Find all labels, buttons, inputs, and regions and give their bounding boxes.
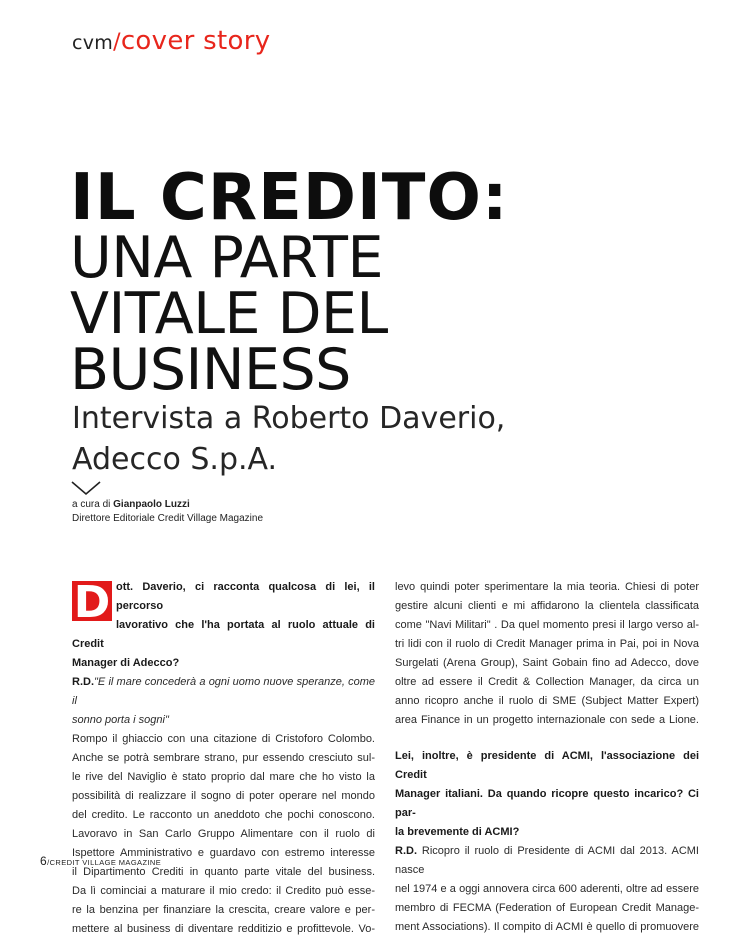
page-number: 6 — [40, 854, 48, 868]
body-line: possibilità di realizzare il sogno di poter operare nel mondo — [72, 790, 375, 802]
magazine-name: CREDIT VILLAGE MAGAZINE — [49, 858, 162, 867]
body-line: area Finance in un progetto internazionale con sede a Lione. — [395, 714, 699, 726]
body-line: il Dipartimento Crediti in quanto parte vitale del business. — [72, 866, 375, 878]
body-line: gestire alcuni clienti e mi affidarono la clientela classificata — [395, 600, 699, 612]
headline-light-line: VITALE DEL — [70, 281, 388, 347]
article-column-left — [72, 578, 375, 939]
subhead-line: Adecco S.p.A. — [72, 442, 278, 477]
question-line: Manager italiani. Da quando ricopre questo incarico? Ci par- — [395, 788, 699, 819]
body-line: levo quindi poter sperimentare la mia teoria. Chiesi di poter — [395, 581, 699, 593]
chevron-down-icon — [70, 480, 102, 496]
section-separator: / — [113, 30, 121, 55]
body-line: nel 1974 e a oggi annovera circa 600 aderenti, oltre ad essere — [395, 883, 699, 895]
dropcap: D — [73, 577, 111, 628]
body-line: mettere al business di diventare redditizio e profittevole. Vo- — [72, 923, 375, 935]
body-line: del credito. Le racconto un aneddoto che pochi conoscono. — [72, 809, 375, 821]
section-name: cover story — [120, 26, 271, 56]
body-line: Lavoravo in San Carlo Gruppo Alimentare con il ruolo di — [72, 828, 375, 840]
body-line: Surgelati (Arena Group), Saint Gobain fino ad Adecco, dove — [395, 657, 699, 669]
subhead-line: Intervista a Roberto Daverio, — [72, 401, 506, 436]
byline-author: Gianpaolo Luzzi — [113, 499, 190, 510]
section-tag — [72, 26, 270, 56]
footer-separator: / — [47, 858, 50, 867]
body-line: membro di FECMA (Federation of European Credit Manage- — [395, 902, 699, 914]
question-line: lavorativo che l'ha portata al ruolo attuale di Credit — [72, 619, 375, 650]
question-line: ott. Daverio, ci racconta qualcosa di lei, il percorso — [116, 581, 375, 612]
body-line: Da lì cominciai a maturare il mio credo: il Credito può esse- — [72, 885, 375, 897]
quote-line: "E il mare concederà a ogni uomo nuove speranze, come il — [72, 676, 375, 707]
answer-label: R.D. — [72, 676, 94, 688]
question-line: Lei, inoltre, è presidente di ACMI, l'associazione dei Credit — [395, 750, 699, 781]
headline-bold-line: IL CREDITO: — [70, 161, 509, 235]
body-line: oltre ad essere il Credit & Collection Manager, da circa un — [395, 676, 699, 688]
body-line: come "Navi Militari" . Da quel momento presi il largo verso al- — [395, 619, 699, 631]
section-prefix: cvm — [72, 32, 114, 54]
question-line: la brevemente di ACMI? — [395, 826, 520, 838]
body-line: le rive del Naviglio è stato proprio dal mare che ho visto la — [72, 771, 375, 783]
body-line: tri lidi con il ruolo di Credit Manager prima in Pai, poi in Nova — [395, 638, 699, 650]
headline-light-line: BUSINESS — [70, 337, 351, 403]
body-line: Anche se potrà sembrare strano, pur essendo cresciuto sul- — [72, 752, 375, 764]
byline — [72, 498, 263, 526]
subhead — [72, 398, 505, 480]
byline-prefix: a cura di — [72, 499, 111, 510]
quote-line: sonno porta i sogni" — [72, 714, 169, 726]
answer-label: R.D. — [395, 845, 417, 857]
body-line: Ricopro il ruolo di Presidente di ACMI dal 2013. ACMI nasce — [395, 845, 699, 876]
headline-light-line: UNA PARTE — [70, 225, 383, 291]
body-line: re la benzina per finanziare la crescita, creare valore e per- — [72, 904, 375, 916]
byline-role: Direttore Editoriale Credit Village Magazine — [72, 513, 264, 524]
page-footer — [40, 854, 161, 868]
headline — [70, 161, 509, 403]
article-column-right — [395, 578, 699, 937]
question-line: Manager di Adecco? — [72, 657, 180, 669]
body-line: anno ricopro anche il ruolo di SME (Subject Matter Expert) — [395, 695, 699, 707]
body-line: ment Associations). Il compito di ACMI è quello di promuovere — [395, 921, 699, 933]
body-line: Rompo il ghiaccio con una citazione di Cristoforo Colombo. — [72, 733, 375, 745]
body-line: Ispettore Amministrativo e guardavo con estremo interesse — [72, 847, 375, 859]
